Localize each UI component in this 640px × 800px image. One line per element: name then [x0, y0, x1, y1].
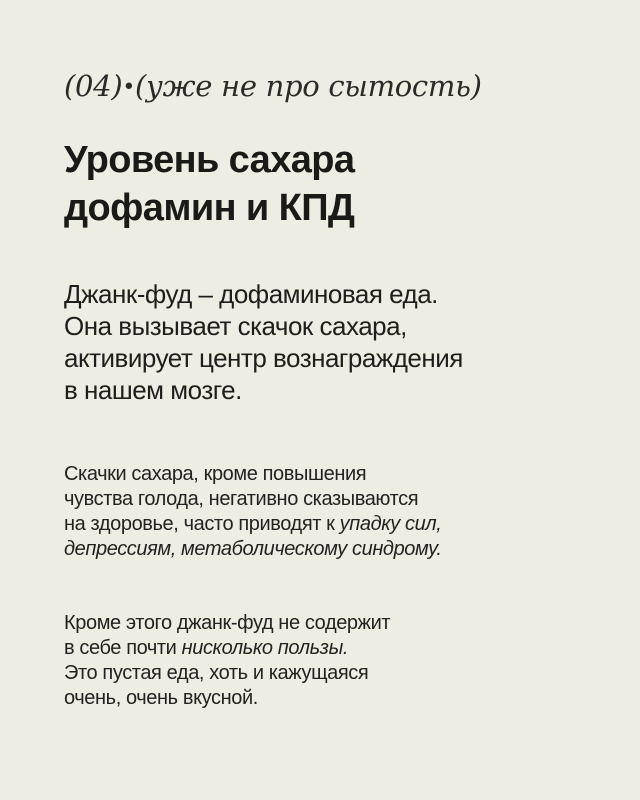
p2-line-2 [64, 636, 390, 661]
p2-line-2-text: в себе почти [64, 637, 182, 659]
p2-line-1: Кроме этого джанк-фуд не содержит [64, 612, 391, 634]
bullet-separator: • [122, 75, 136, 100]
page-title [64, 136, 354, 232]
lead-line-4: в нашем мозге. [64, 375, 242, 405]
lead-line-3: активирует центр вознаграждения [64, 343, 463, 373]
p2-line-2-emphasis: нисколько пользы. [181, 637, 349, 659]
p2-line-3: Это пустая еда, хоть и кажущаяся [64, 662, 369, 684]
p2-line-4: очень, очень вкусной. [64, 687, 258, 709]
title-line-2: дофамин и КПД [64, 187, 355, 229]
lead-line-1: Джанк-фуд – дофаминовая еда. [64, 279, 438, 309]
p1-line-3 [64, 512, 442, 537]
p1-line-1: Скачки сахара, кроме повышения [64, 463, 367, 485]
lead-paragraph [64, 278, 463, 406]
title-line-1: Уровень сахара [64, 139, 355, 181]
section-tag: (уже не про сытость) [135, 69, 482, 103]
lead-line-2: Она вызывает скачок сахара, [64, 311, 407, 341]
p1-line-4-emphasis: депрессиям, метаболическому синдрому. [64, 538, 442, 560]
section-number: (04) [64, 69, 123, 103]
body-paragraph-2 [64, 611, 390, 711]
body-paragraph-1 [64, 462, 442, 562]
p1-line-2: чувства голода, негативно сказываются [64, 488, 419, 510]
p1-line-3-text: на здоровье, часто приводят к [64, 513, 340, 535]
section-kicker [64, 66, 482, 110]
p1-line-3-emphasis: упадку сил, [339, 513, 442, 535]
